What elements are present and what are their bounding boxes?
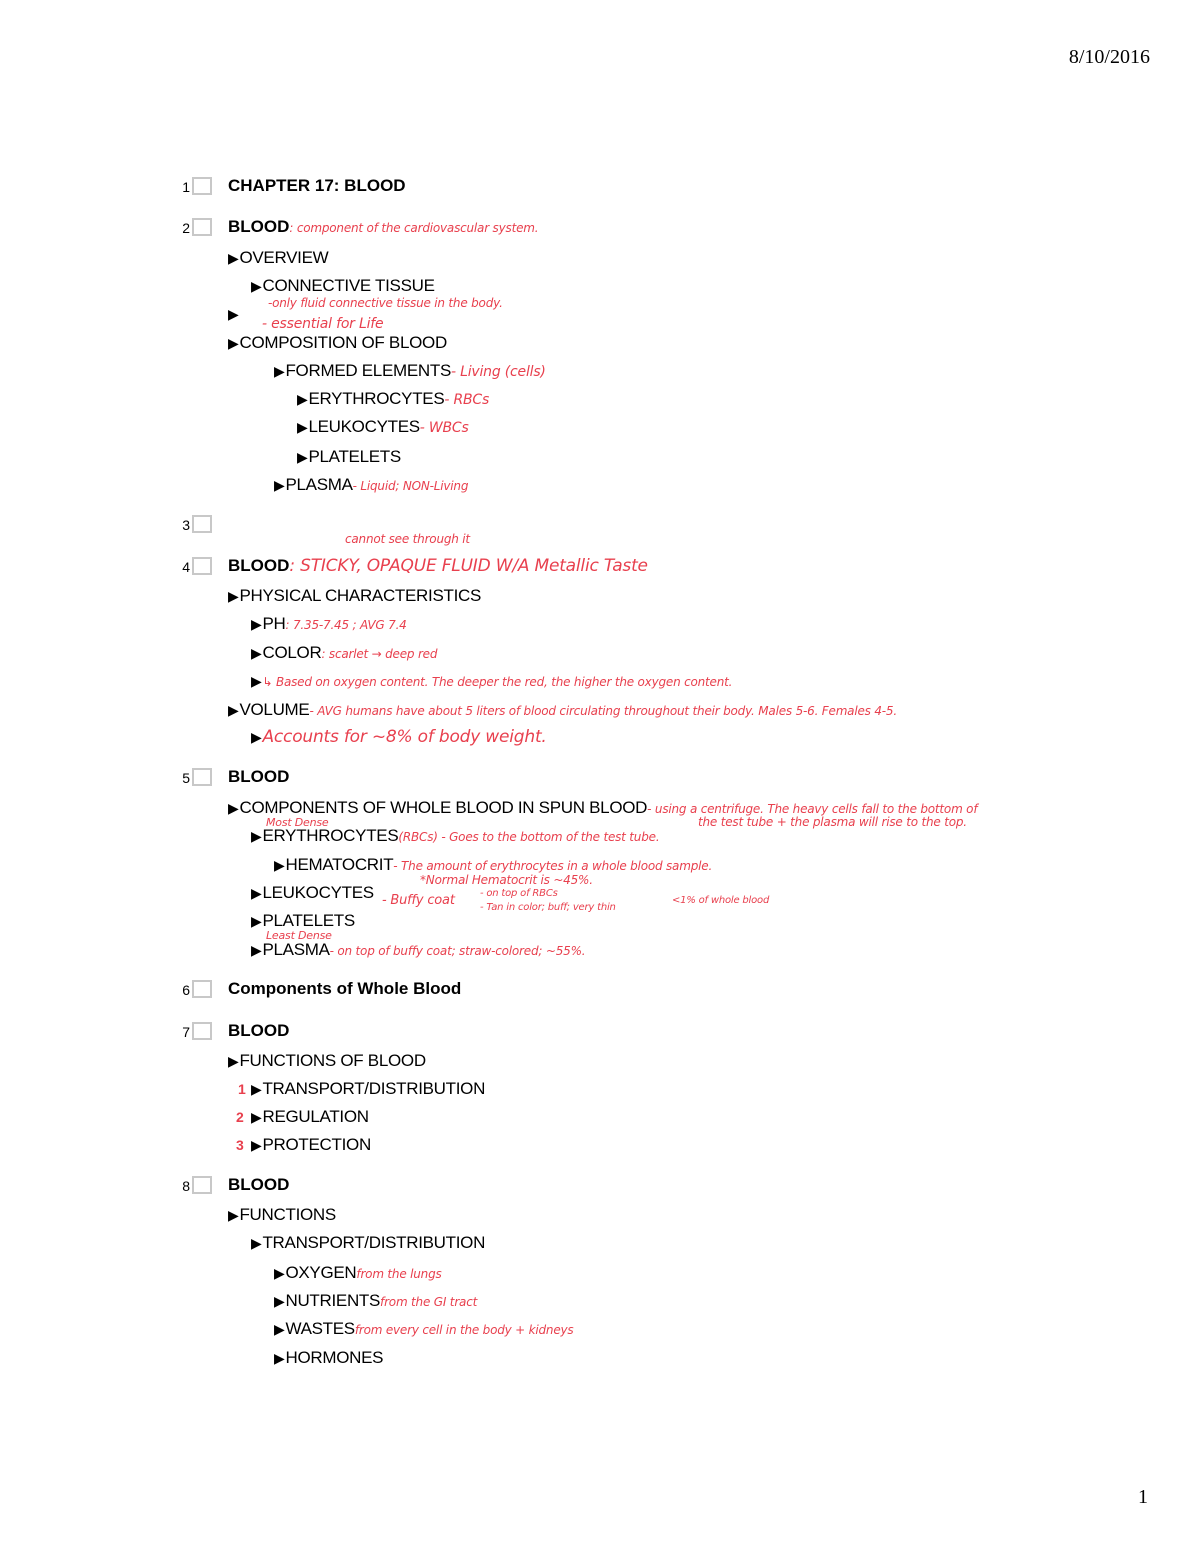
- handwritten-note: - The amount of erythrocytes in a whole blood sample.: [393, 859, 713, 873]
- black-right-triangle-icon: ▶: [297, 449, 308, 465]
- slide-number: 8: [182, 1178, 190, 1194]
- slide-number: 3: [182, 517, 190, 533]
- black-right-triangle-icon: ▶: [274, 1293, 285, 1309]
- handwritten-note: Least Dense: [266, 929, 332, 942]
- handwritten-note: - Liquid; NON-Living: [352, 479, 469, 493]
- outline-item: ▶LEUKOCYTES- WBCs: [297, 417, 469, 436]
- slide-title: Components of Whole Blood: [228, 979, 462, 998]
- slide-number: 6: [182, 982, 190, 998]
- handwritten-number: 1: [238, 1081, 246, 1097]
- black-right-triangle-icon: ▶: [228, 702, 239, 718]
- checkbox-icon[interactable]: [192, 557, 212, 575]
- handwritten-note: Accounts for ~8% of body weight.: [262, 727, 547, 747]
- outline-item: ▶LEUKOCYTES: [251, 883, 374, 902]
- handwritten-note: - Tan in color; buff; very thin: [480, 902, 616, 913]
- black-right-triangle-icon: ▶: [228, 306, 239, 322]
- slide-title: BLOOD: [228, 1175, 290, 1194]
- handwritten-note: ↳ Based on oxygen content. The deeper the red, the higher the oxygen content.: [262, 675, 733, 689]
- handwritten-note: - on top of RBCs: [480, 888, 558, 899]
- outline-item: ▶FUNCTIONS: [228, 1205, 336, 1224]
- black-right-triangle-icon: ▶: [251, 645, 262, 661]
- outline-item: ▶HORMONES: [274, 1348, 384, 1367]
- outline-item: ▶NUTRIENTSfrom the GI tract: [274, 1291, 478, 1310]
- slide-number: 5: [182, 770, 190, 786]
- black-right-triangle-icon: ▶: [228, 588, 239, 604]
- slide-number: 1: [182, 179, 190, 195]
- black-right-triangle-icon: ▶: [274, 1321, 285, 1337]
- slide-title: [228, 556, 648, 576]
- black-right-triangle-icon: ▶: [251, 1235, 262, 1251]
- outline-item: ▶FORMED ELEMENTS- Living (cells): [274, 361, 546, 380]
- outline-item: ▶PLATELETS: [251, 911, 355, 930]
- handwritten-note: : scarlet → deep red: [321, 647, 438, 661]
- outline-item: ▶ERYTHROCYTES- RBCs: [297, 389, 490, 408]
- handwritten-note: -only fluid connective tissue in the body.: [268, 296, 503, 310]
- slide-title: [228, 217, 538, 237]
- black-right-triangle-icon: ▶: [251, 942, 262, 958]
- black-right-triangle-icon: ▶: [274, 477, 285, 493]
- black-right-triangle-icon: ▶: [297, 391, 308, 407]
- outline-item: ▶COMPOSITION OF BLOOD: [228, 333, 447, 352]
- black-right-triangle-icon: ▶: [251, 1081, 262, 1097]
- outline-item: ▶TRANSPORT/DISTRIBUTION: [251, 1079, 486, 1098]
- handwritten-note: from the lungs: [356, 1267, 442, 1281]
- outline-item: ▶OVERVIEW: [228, 248, 329, 267]
- black-right-triangle-icon: ▶: [251, 1137, 262, 1153]
- slide-number: 4: [182, 559, 190, 575]
- handwritten-note: <1% of whole blood: [672, 895, 770, 906]
- page-date: 8/10/2016: [1068, 46, 1150, 68]
- handwritten-note: - RBCs: [444, 392, 490, 408]
- black-right-triangle-icon: ▶: [274, 1265, 285, 1281]
- outline-item: ▶PH: 7.35-7.45 ; AVG 7.4: [251, 614, 407, 633]
- handwritten-note: : 7.35-7.45 ; AVG 7.4: [285, 618, 407, 632]
- slide-number: 7: [182, 1024, 190, 1040]
- black-right-triangle-icon: ▶: [251, 673, 262, 689]
- outline-item: ▶FUNCTIONS OF BLOOD: [228, 1051, 426, 1070]
- handwritten-note: - Buffy coat: [382, 893, 455, 908]
- black-right-triangle-icon: ▶: [228, 800, 239, 816]
- checkbox-icon[interactable]: [192, 1176, 212, 1194]
- outline-item: [251, 671, 732, 691]
- black-right-triangle-icon: ▶: [228, 1207, 239, 1223]
- outline-item: ▶HEMATOCRIT- The amount of erythrocytes in a whole blood sample.: [274, 855, 713, 874]
- outline-item: ▶COLOR: scarlet → deep red: [251, 643, 438, 662]
- handwritten-note: - WBCs: [419, 420, 469, 436]
- outline-item: [251, 727, 547, 747]
- handwritten-number: 3: [236, 1137, 244, 1153]
- outline-item: ▶PHYSICAL CHARACTERISTICS: [228, 586, 482, 605]
- black-right-triangle-icon: ▶: [228, 250, 239, 266]
- checkbox-icon[interactable]: [192, 515, 212, 533]
- outline-item: [228, 304, 239, 324]
- slide-title: BLOOD: [228, 767, 290, 786]
- handwritten-note: - Living (cells): [451, 364, 546, 380]
- outline-item: ▶OXYGENfrom the lungs: [274, 1263, 442, 1282]
- handwritten-note: (RBCs) - Goes to the bottom of the test tube.: [398, 830, 660, 844]
- handwritten-note: - AVG humans have about 5 liters of blood circulating throughout their body. Males 5-6. Females 4-5.: [309, 704, 897, 718]
- black-right-triangle-icon: ▶: [251, 616, 262, 632]
- outline-item: ▶PLATELETS: [297, 447, 401, 466]
- outline-item: ▶REGULATION: [251, 1107, 369, 1126]
- black-right-triangle-icon: ▶: [251, 913, 262, 929]
- black-right-triangle-icon: ▶: [251, 278, 262, 294]
- slide-title-text: BLOOD: [228, 556, 290, 575]
- handwritten-note: - on top of buffy coat; straw-colored; ~55%.: [329, 944, 586, 958]
- handwritten-note: : component of the cardiovascular system.: [289, 221, 539, 235]
- outline-item: ▶PLASMA- Liquid; NON-Living: [274, 475, 469, 494]
- black-right-triangle-icon: ▶: [274, 363, 285, 379]
- black-right-triangle-icon: ▶: [251, 828, 262, 844]
- page-number: 1: [1138, 1486, 1148, 1508]
- handwritten-note: - using a centrifuge. The heavy cells fall to the bottom of: [647, 802, 978, 816]
- handwritten-note: the test tube + the plasma will rise to the top.: [698, 815, 967, 829]
- outline-item: ▶VOLUME- AVG humans have about 5 liters of blood circulating throughout their body. Males 5-6. Females 4-5.: [228, 700, 897, 719]
- black-right-triangle-icon: ▶: [274, 1350, 285, 1366]
- black-right-triangle-icon: ▶: [274, 857, 285, 873]
- checkbox-icon[interactable]: [192, 980, 212, 998]
- handwritten-note: : STICKY, OPAQUE FLUID W/A Metallic Taste: [289, 556, 648, 576]
- slide-number: 2: [182, 220, 190, 236]
- handwritten-note: from the GI tract: [380, 1295, 478, 1309]
- handwritten-note: Most Dense: [266, 816, 329, 829]
- black-right-triangle-icon: ▶: [251, 729, 262, 745]
- outline-item: ▶COMPONENTS OF WHOLE BLOOD IN SPUN BLOOD- using a centrifuge. The heavy cells fall to the bottom of: [228, 798, 978, 817]
- slide-title: CHAPTER 17: BLOOD: [228, 176, 406, 195]
- handwritten-note: *Normal Hematocrit is ~45%.: [420, 873, 593, 887]
- handwritten-number: 2: [236, 1109, 244, 1125]
- handwritten-note: cannot see through it: [345, 532, 470, 546]
- checkbox-icon[interactable]: [192, 177, 212, 195]
- slide-title: BLOOD: [228, 1021, 290, 1040]
- handwritten-note: from every cell in the body + kidneys: [354, 1323, 574, 1337]
- black-right-triangle-icon: ▶: [228, 1053, 239, 1069]
- slide-title-text: BLOOD: [228, 217, 290, 236]
- outline-item: ▶ERYTHROCYTES(RBCs) - Goes to the bottom of the test tube.: [251, 826, 660, 845]
- outline-item: ▶PLASMA- on top of buffy coat; straw-colored; ~55%.: [251, 940, 586, 959]
- black-right-triangle-icon: ▶: [251, 885, 262, 901]
- handwritten-note: - essential for Life: [262, 316, 384, 332]
- black-right-triangle-icon: ▶: [251, 1109, 262, 1125]
- checkbox-icon[interactable]: [192, 218, 212, 236]
- black-right-triangle-icon: ▶: [228, 335, 239, 351]
- checkbox-icon[interactable]: [192, 768, 212, 786]
- outline-item: ▶CONNECTIVE TISSUE: [251, 276, 435, 295]
- outline-item: ▶PROTECTION: [251, 1135, 371, 1154]
- outline-item: ▶TRANSPORT/DISTRIBUTION: [251, 1233, 486, 1252]
- checkbox-icon[interactable]: [192, 1022, 212, 1040]
- outline-item: ▶WASTESfrom every cell in the body + kidneys: [274, 1319, 574, 1338]
- black-right-triangle-icon: ▶: [297, 419, 308, 435]
